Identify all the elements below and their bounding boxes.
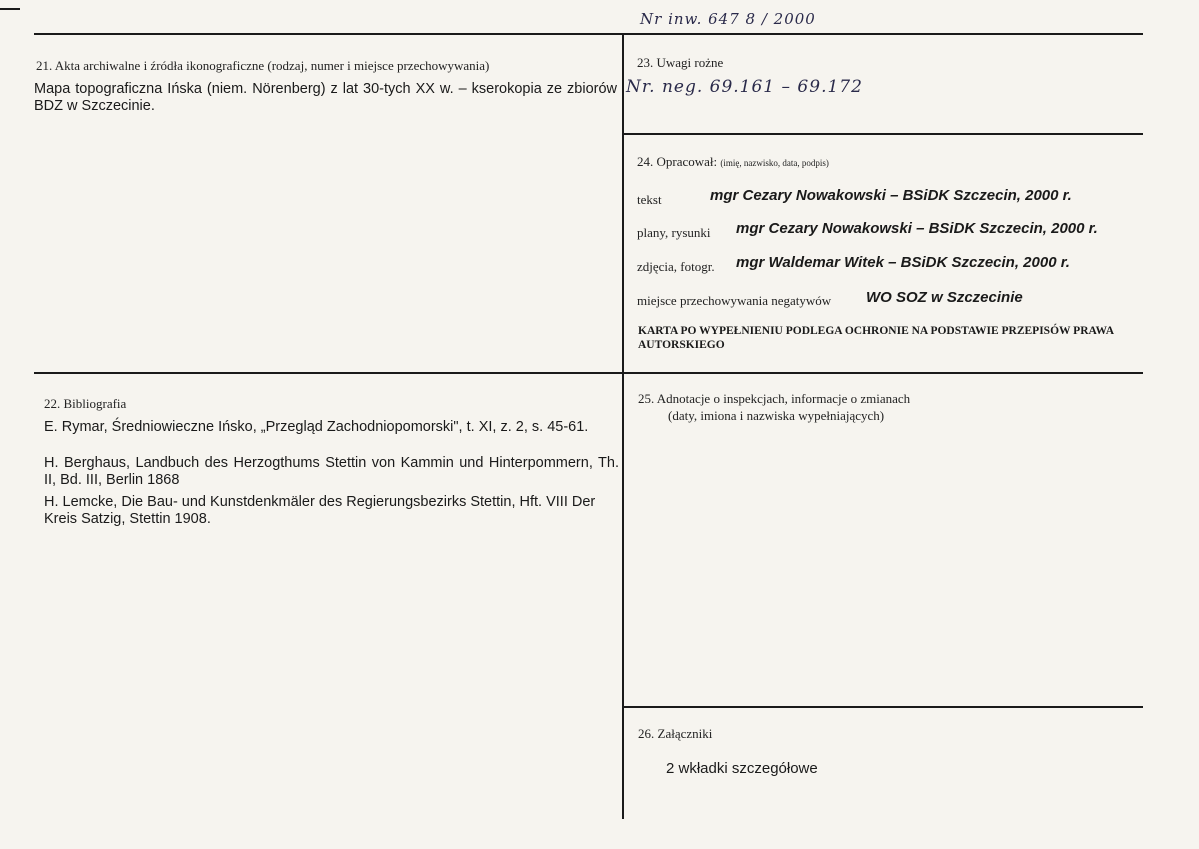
inventory-note: Nr inw. 647 8 / 2000 (640, 10, 816, 28)
row-key-zdjecia: zdjęcia, fotogr. (637, 259, 715, 274)
row-value-tekst: mgr Cezary Nowakowski – BSiDK Szczecin, 2000 r. (710, 187, 1072, 204)
row-key-plany: plany, rysunki (637, 225, 711, 240)
copyright-notice: KARTA PO WYPEŁNIENIU PODLEGA OCHRONIE NA PODSTAWIE PRZEPISÓW PRAWA AUTORSKIEGO (638, 325, 1114, 351)
section-21-label: 21. Akta archiwalne i źródła ikonograficzne (rodzaj, numer i miejsce przechowywania) (36, 58, 490, 73)
rule-25-26 (622, 706, 1143, 708)
bibliography-entry-3: H. Lemcke, Die Bau- und Kunstdenkmäler des Regierungsbezirks Stettin, Hft. VIII Der Kreis Satzig, Stettin 1908. (44, 494, 596, 527)
top-rule (34, 33, 1143, 35)
row-key-negatywy: miejsce przechowywania negatywów (637, 293, 832, 308)
section-24-label (637, 154, 829, 170)
section-24-label-note: (imię, nazwisko, data, podpis) (720, 158, 829, 168)
bibliography-entry-1: E. Rymar, Średniowieczne Ińsko, „Przegląd Zachodniopomorski", t. XI, z. 2, s. 45-61. (44, 419, 589, 435)
section-26-label: 26. Załączniki (638, 726, 713, 741)
section-21-content: Mapa topograficzna Ińska (niem. Nörenberg) z lat 30-tych XX w. – kserokopia ze zbiorów BDZ w Szczecinie. (34, 81, 617, 114)
section-22-label: 22. Bibliografia (44, 396, 127, 411)
row-value-zdjecia: mgr Waldemar Witek – BSiDK Szczecin, 2000 r. (736, 254, 1070, 271)
row-key-tekst: tekst (637, 192, 662, 207)
row-value-negatywy: WO SOZ w Szczecinie (866, 289, 1023, 306)
rule-23-24 (622, 133, 1143, 135)
section-26-content: 2 wkładki szczegółowe (666, 760, 818, 777)
section-23-label: 23. Uwagi rożne (637, 55, 724, 70)
mid-rule (34, 372, 1143, 374)
bibliography-entry-2: H. Berghaus, Landbuch des Herzogthums Stettin von Kammin und Hinterpommern, Th. II, Bd. III, Berlin 1868 (44, 455, 619, 488)
section-24-label-text: 24. Opracował: (637, 154, 718, 169)
section-25-label-line2: (daty, imiona i nazwiska wypełniających) (668, 408, 885, 423)
vertical-divider (622, 33, 624, 819)
handwritten-negative-numbers: Nr. neg. 69.161 – 69.172 (626, 77, 863, 97)
section-25-label: 25. Adnotacje o inspekcjach, informacje o zmianach (638, 391, 911, 406)
row-value-plany: mgr Cezary Nowakowski – BSiDK Szczecin, 2000 r. (736, 220, 1098, 237)
scan-mark (0, 8, 20, 10)
